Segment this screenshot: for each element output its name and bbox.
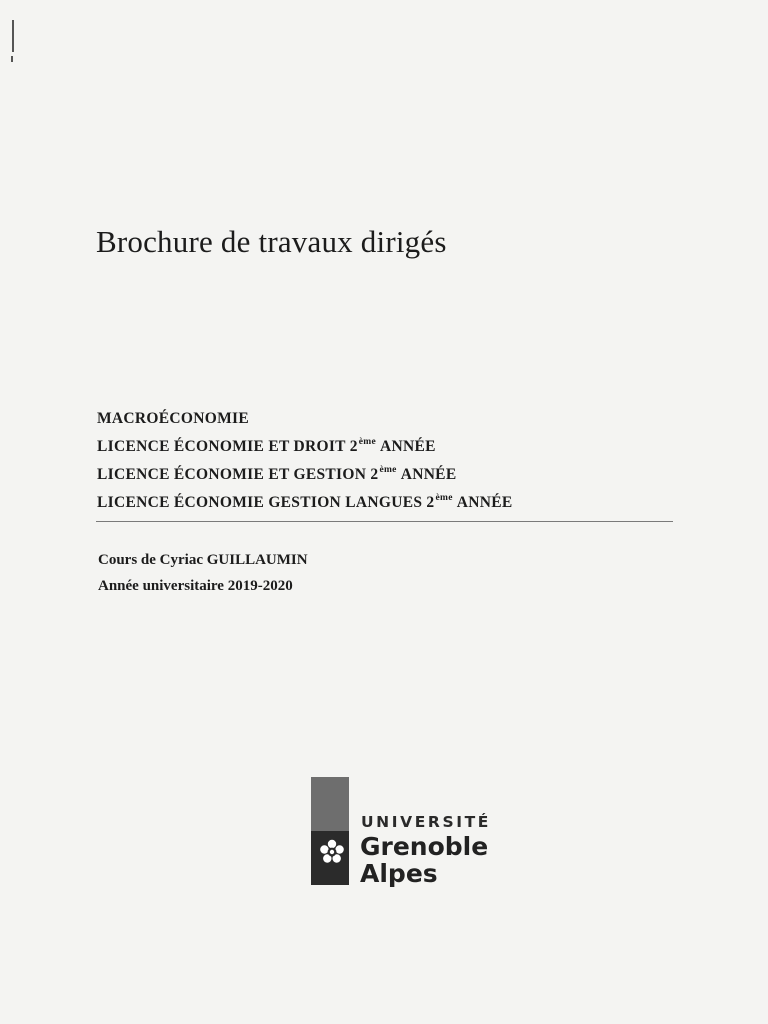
scan-edge-mark — [11, 56, 13, 62]
program-line-text: LICENCE ÉCONOMIE ET GESTION 2 — [97, 466, 379, 483]
page-title: Brochure de travaux dirigés — [96, 224, 447, 259]
program-line-year: ANNÉE — [400, 466, 457, 483]
program-line-text: MACROÉCONOMIE — [97, 410, 250, 427]
program-line-macroeconomie — [97, 405, 513, 433]
program-line-year: ANNÉE — [380, 438, 436, 455]
program-line-economie-gestion-langues — [97, 489, 513, 517]
flower-emblem-icon — [317, 837, 347, 867]
program-line-text: LICENCE ÉCONOMIE GESTION LANGUES 2 — [97, 494, 435, 511]
instructor-line: Cours de Cyriac GUILLAUMIN — [98, 552, 308, 568]
logo-text-alpes: Alpes — [360, 859, 438, 888]
university-logo — [311, 777, 511, 888]
ordinal-suffix: ème — [379, 465, 397, 475]
ordinal-suffix: ème — [358, 437, 376, 447]
program-line-economie-gestion — [97, 461, 513, 489]
horizontal-divider — [96, 521, 673, 522]
logo-bar-top — [311, 777, 349, 831]
program-list — [97, 405, 513, 517]
course-info — [98, 547, 308, 599]
scan-edge-mark — [12, 20, 14, 52]
program-line-economie-droit — [97, 433, 513, 461]
program-line-text: LICENCE ÉCONOMIE ET DROIT 2 — [97, 438, 358, 455]
logo-text-universite: UNIVERSITÉ — [361, 813, 491, 831]
academic-year-line: Année universitaire 2019-2020 — [98, 578, 293, 594]
logo-text-grenoble: Grenoble — [360, 832, 489, 861]
program-line-year: ANNÉE — [456, 494, 513, 511]
ordinal-suffix: ème — [435, 493, 453, 503]
